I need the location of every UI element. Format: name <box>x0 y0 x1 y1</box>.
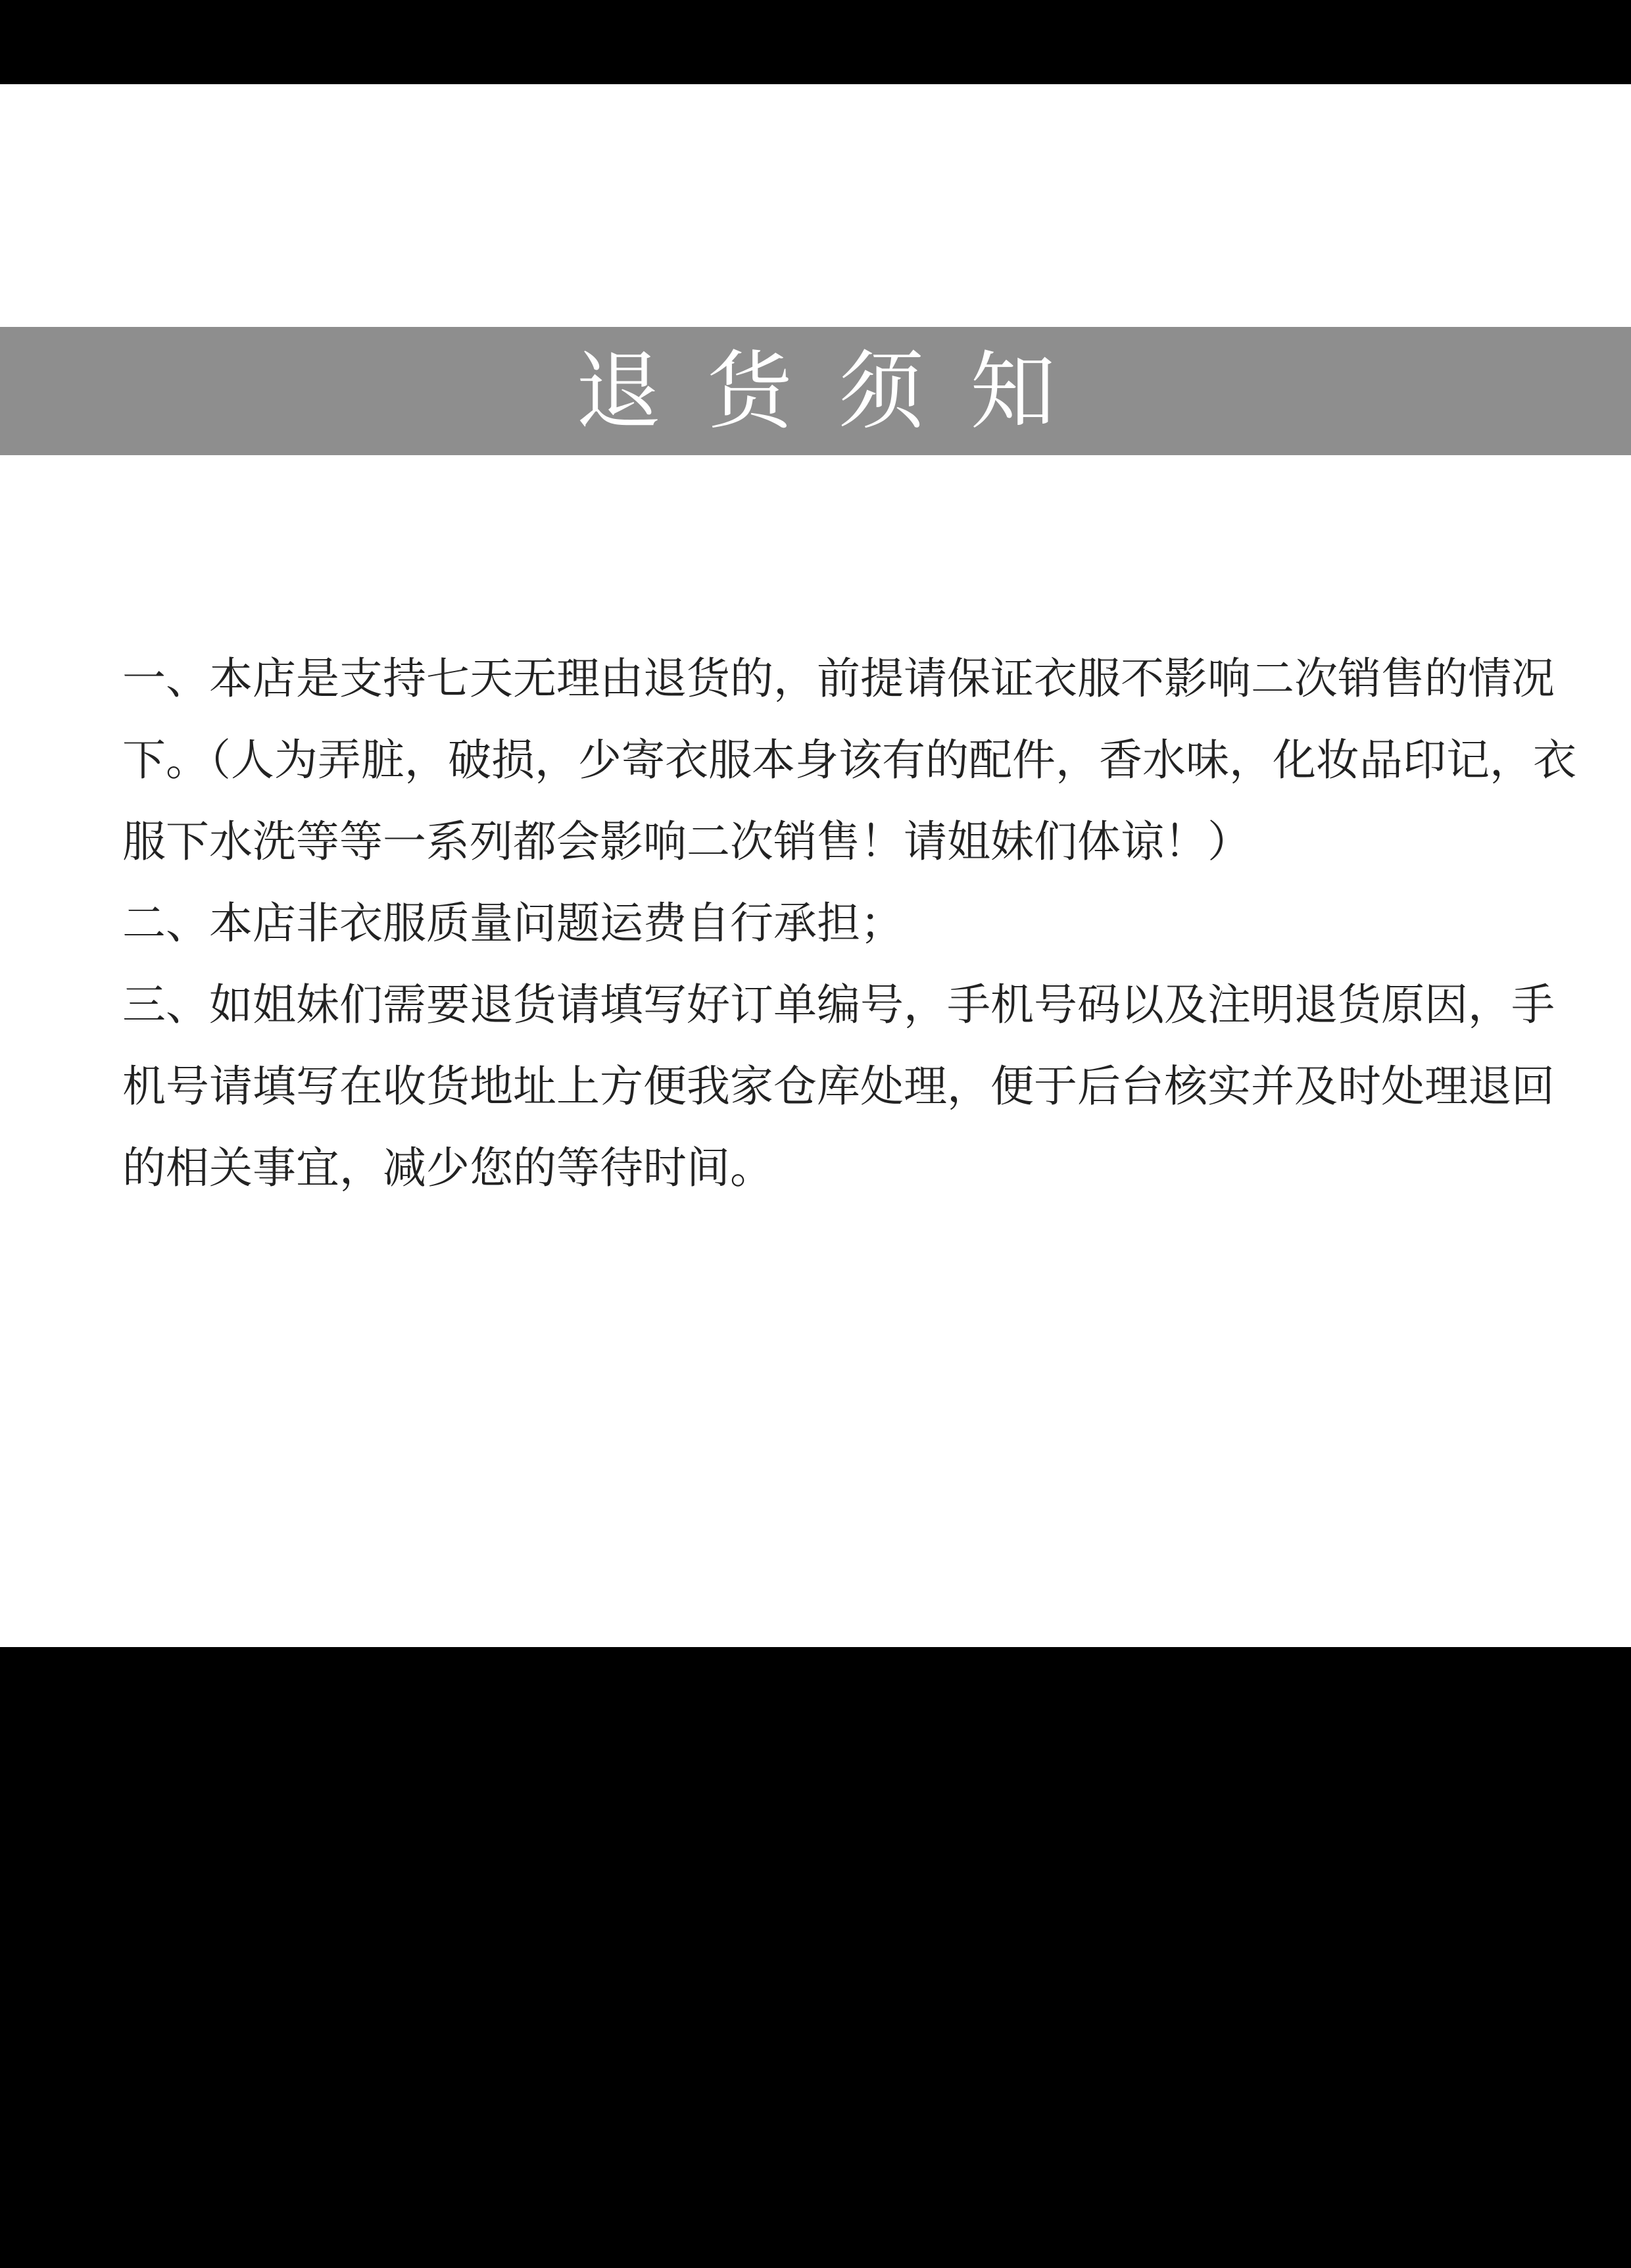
top-letterbox-bar <box>0 0 1631 84</box>
title-band <box>0 327 1631 455</box>
page-title: 退货须知 <box>575 341 1102 441</box>
notice-item-2: 二、本店非衣服质量问题运费自行承担； <box>122 898 904 949</box>
bottom-letterbox-area <box>0 1647 1631 2268</box>
notice-body <box>122 638 1595 1209</box>
notice-item-3: 三、如姐妹们需要退货请填写好订单编号，手机号码以及注明退货原因，手机号请填写在收货地址上方便我家仓库处理，便于后台核实并及时处理退回的相关事宜，减少您的等待时间。 <box>122 979 1555 1193</box>
notice-item-1: 一、本店是支持七天无理由退货的，前提请保证衣服不影响二次销售的情况下。（人为弄脏，破损，少寄衣服本身该有的配件，香水味，化妆品印记，衣服下水洗等等一系列都会影响二次销售！请姐妹们体谅！） <box>122 653 1576 867</box>
